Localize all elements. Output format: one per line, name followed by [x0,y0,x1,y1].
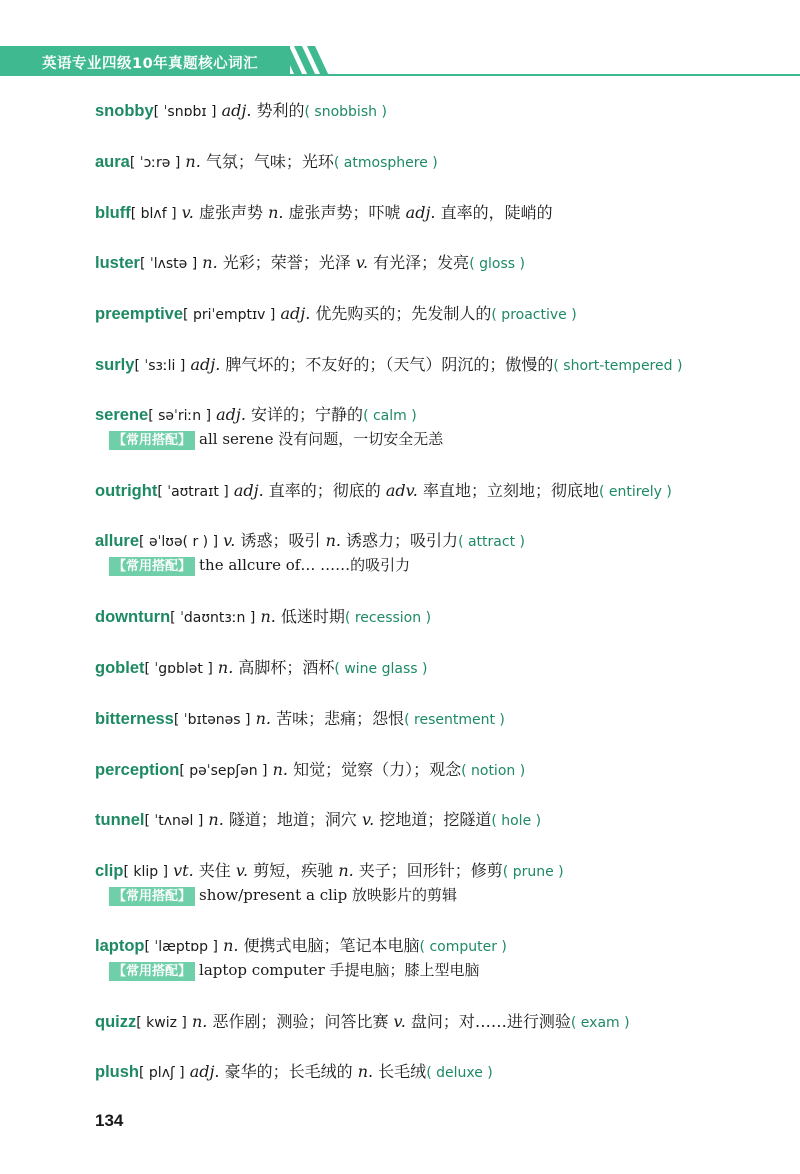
definition: 豪华的；长毛绒的 [219,1062,358,1081]
headword: allure [95,532,140,550]
synonym: ( snobbish ) [304,104,387,120]
phonetic: [ klip ] [123,864,169,880]
definition: 恶作剧；测验；问答比赛 [207,1012,394,1031]
vocab-entry [95,100,785,123]
definition: 挖地道；挖隧道 [374,810,492,829]
synonym: ( recession ) [344,610,432,626]
synonym: ( exam ) [570,1015,630,1031]
synonym: ( calm ) [363,408,417,424]
definition: 夹子；回形针；修剪 [353,861,503,880]
phonetic: [ pəˈsepʃən ] [179,763,268,779]
part-of-speech: adj. [280,304,311,323]
phonetic: [ ˈsɜːli ] [134,358,186,374]
synonym: ( proactive ) [491,307,577,323]
vocab-entry [95,303,785,326]
headword: laptop [95,937,145,955]
part-of-speech: n. [268,203,284,222]
vocab-entry [95,935,785,981]
definition: 诱惑力；吸引力 [340,531,459,550]
vocab-entry [95,151,785,174]
part-of-speech: n. [260,607,276,626]
page-number: 134 [95,1111,124,1130]
vocab-entry [95,1011,785,1034]
header-rule [0,74,800,76]
phonetic: [ ˈsnɒbɪ ] [153,104,217,120]
header-stripes [268,46,338,76]
definition: 便携式电脑；笔记本电脑 [238,936,420,955]
vocab-entry [95,606,785,629]
headword: aura [95,153,130,171]
headword: clip [95,862,124,880]
definition: 优先购买的；先发制人的 [310,304,492,323]
collocation-tag: 【常用搭配】 [109,557,195,576]
definition: 夹住 [193,861,236,880]
phonetic: [ priˈemptɪv ] [183,307,276,323]
synonym: ( attract ) [458,534,525,550]
collocation-tag: 【常用搭配】 [109,887,195,906]
definition: 光彩；荣誉；光泽 [217,253,356,272]
collocation-text: all serene 没有问题，一切安全无恙 [199,430,444,448]
synonym: ( gloss ) [469,256,525,272]
phonetic: [ ˈlʌstə ] [139,256,198,272]
vocab-entry [95,252,785,275]
synonym: ( short-tempered ) [553,358,683,374]
synonym: ( notion ) [461,763,526,779]
definition: 隧道；地道；洞穴 [223,810,362,829]
part-of-speech: adj. [190,355,221,374]
phonetic: [ ˈbɪtənəs ] [173,712,251,728]
definition: 低迷时期 [275,607,345,626]
headword: serene [95,406,149,424]
phonetic: [ ˈɔːrə ] [129,155,181,171]
synonym: ( resentment ) [404,712,505,728]
definition: 率直地；立刻地；彻底地 [417,481,599,500]
part-of-speech: adj. [189,1062,220,1081]
synonym: ( prune ) [502,864,564,880]
definition: 剪短，疾驰 [248,861,339,880]
synonym: ( atmosphere ) [333,155,438,171]
part-of-speech: v. [223,531,236,550]
definition: 势利的 [251,101,305,120]
definition: 气氛；气味；光环 [200,152,334,171]
headword: quizz [95,1013,137,1031]
part-of-speech: n. [357,1062,374,1081]
part-of-speech: n. [185,152,201,171]
collocation-text: the allcure of… ……的吸引力 [199,556,411,574]
definition: 虚张声势；吓唬 [283,203,406,222]
synonym: ( entirely ) [598,484,672,500]
part-of-speech: n. [338,861,354,880]
part-of-speech: adj. [405,203,436,222]
headword: tunnel [95,811,145,829]
phonetic: [ kwiz ] [136,1015,187,1031]
definition: 有光泽；发亮 [368,253,470,272]
vocab-entry [95,657,785,680]
headword: plush [95,1063,139,1081]
part-of-speech: v. [362,810,375,829]
headword: outright [95,482,158,500]
synonym: ( computer ) [419,939,507,955]
phonetic: [ ˈaʊtraɪt ] [157,484,229,500]
part-of-speech: adv. [385,481,418,500]
part-of-speech: n. [255,709,271,728]
headword: downturn [95,608,171,626]
definition: 盘问；对……进行测验 [405,1012,571,1031]
headword: preemptive [95,305,184,323]
headword: perception [95,761,180,779]
vocab-entry [95,759,785,782]
vocab-entry [95,530,785,576]
definition: 虚张声势 [193,203,269,222]
part-of-speech: adj. [221,101,252,120]
synonym: ( wine glass ) [334,661,428,677]
vocab-entry [95,404,785,450]
phonetic: [ blʌf ] [130,206,177,222]
phonetic: [ səˈriːn ] [148,408,212,424]
headword: goblet [95,659,145,677]
collocation-text: show/present a clip 放映影片的剪辑 [199,886,458,904]
headword: surly [95,356,135,374]
vocab-entry [95,354,785,377]
part-of-speech: n. [217,658,234,677]
phonetic: [ ˈtʌnəl ] [144,813,204,829]
phonetic: [ ˈgɒblət ] [144,661,213,677]
headword: bitterness [95,710,174,728]
headword: bluff [95,204,131,222]
synonym: ( hole ) [491,813,542,829]
phonetic: [ ˈlæptɒp ] [144,939,218,955]
collocation-tag: 【常用搭配】 [109,431,195,450]
part-of-speech: n. [202,253,218,272]
definition: 诱惑；吸引 [235,531,326,550]
definition: 直率的；彻底的 [263,481,386,500]
vocab-entry [95,480,785,503]
part-of-speech: v. [181,203,194,222]
part-of-speech: vt. [173,861,194,880]
definition: 苦味；悲痛；怨恨 [271,709,405,728]
headword: snobby [95,102,154,120]
part-of-speech: n. [208,810,224,829]
phonetic: [ əˈlʊə( r ) ] [139,534,219,550]
synonym: ( deluxe ) [426,1065,493,1081]
header-title: 英语专业四级10年真题核心词汇 [42,56,259,72]
definition: 直率的，陡峭的 [435,203,553,222]
vocab-entry [95,860,785,906]
part-of-speech: v. [355,253,369,272]
part-of-speech: v. [235,861,249,880]
vocab-entry [95,809,785,832]
header-band [0,46,290,76]
definition: 长毛绒 [373,1062,427,1081]
phonetic: [ plʌʃ ] [139,1065,185,1081]
part-of-speech: n. [272,760,288,779]
collocation-text: laptop computer 手提电脑；膝上型电脑 [199,961,480,979]
vocab-entry [95,708,785,731]
definition: 高脚杯；酒杯 [233,658,335,677]
vocab-entry [95,1061,785,1084]
part-of-speech: adj. [216,405,246,424]
vocab-entry [95,202,785,225]
part-of-speech: v. [393,1012,406,1031]
collocation-tag: 【常用搭配】 [109,962,195,981]
definition: 安详的；宁静的 [245,405,364,424]
part-of-speech: n. [325,531,341,550]
definition: 知觉；觉察（力）；观念 [288,760,462,779]
definition: 脾气坏的；不友好的；（天气）阴沉的；傲慢的 [220,355,554,374]
part-of-speech: n. [223,936,239,955]
part-of-speech: n. [191,1012,208,1031]
phonetic: [ ˈdaʊntɜːn ] [170,610,256,626]
part-of-speech: adj. [233,481,264,500]
headword: luster [95,254,140,272]
